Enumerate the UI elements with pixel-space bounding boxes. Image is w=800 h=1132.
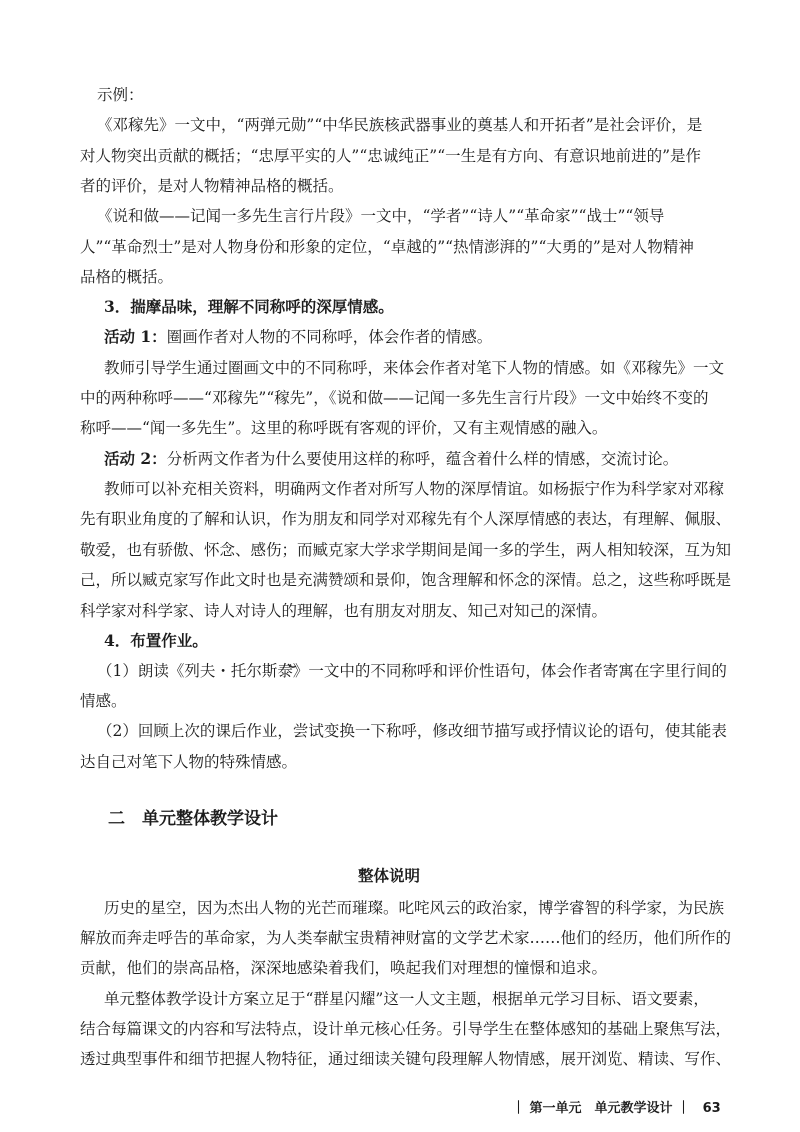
- activity-label: 活动 1：: [104, 327, 167, 346]
- paragraph-line: 称呼——“闻一多先生”。这里的称呼既有客观的评价，又有主观情感的融入。: [80, 419, 608, 437]
- paragraph-line: 品格的概括。: [80, 268, 174, 286]
- paragraph-line: （2）回顾上次的课后作业，尝试变换一下称呼，修改细节描写或抒情议论的语句，使其能表: [97, 722, 727, 740]
- section-title: 二 单元整体教学设计: [108, 809, 278, 829]
- paragraph-line: 透过典型事件和细节把握人物特征，通过细读关键句段理解人物情感，展开浏览、精读、写作、: [80, 1050, 732, 1068]
- page-footer: [512, 1098, 721, 1120]
- example-label: 示例：: [97, 86, 144, 104]
- paragraph-line: 达自己对笔下人物的特殊情感。: [80, 753, 298, 771]
- paragraph-line: （1）朗读《列夫・托尔斯泰》一文中的不同称呼和评价性语句，体会作者寄寓在字里行间的: [97, 662, 727, 680]
- activity-text: 圈画作者对人物的不同称呼，体会作者的情感。: [166, 328, 493, 346]
- activity-line: [104, 326, 492, 348]
- paragraph-line: 单元整体教学设计方案立足于“群星闪耀”这一人文主题，根据单元学习目标、语文要素，: [104, 990, 709, 1008]
- activity-line: [104, 448, 678, 470]
- paragraph-line: 者的评价，是对人物精神品格的概括。: [80, 177, 344, 195]
- paragraph-line: 解放而奔走呼告的革命家，为人类奉献宝贵精神财富的文学艺术家……他们的经历，他们所作的: [80, 929, 732, 947]
- paragraph-line: 《说和做——记闻一多先生言行片段》一文中，“学者”“诗人”“革命家”“战士”“领导: [97, 207, 665, 225]
- step-heading: 3．揣摩品味，理解不同称呼的深厚情感。: [104, 297, 394, 316]
- subsection-title: 整体说明: [358, 866, 421, 885]
- paragraph-line: 人”“革命烈士”是对人物身份和形象的定位，“卓越的”“热情澎湃的”“大勇的”是对人物精神: [80, 238, 694, 256]
- running-footer-text: ｜ 第一单元 单元教学设计 ｜: [512, 1101, 691, 1116]
- activity-label: 活动 2：: [104, 449, 167, 468]
- paragraph-line: 中的两种称呼——“邓稼先”“稼先”，《说和做——记闻一多先生言行片段》一文中始终不变的: [80, 389, 709, 407]
- paragraph-line: 历史的星空，因为杰出人物的光芒而璀璨。叱咤风云的政治家，博学睿智的科学家，为民族: [104, 899, 725, 917]
- paragraph-line: 科学家对科学家、诗人对诗人的理解，也有朋友对朋友、知己对知己的深情。: [80, 602, 608, 620]
- activity-text: 分析两文作者为什么要使用这样的称呼，蕴含着什么样的情感，交流讨论。: [166, 450, 679, 468]
- pen-stroke-mark: [287, 663, 297, 669]
- paragraph-line: 教师引导学生通过圈画文中的不同称呼，来体会作者对笔下人物的情感。如《邓稼先》一文: [104, 359, 725, 377]
- paragraph-line: 情感。: [80, 692, 127, 710]
- paragraph-line: 《邓稼先》一文中，“两弹元勋”“中华民族核武器事业的奠基人和开拓者”是社会评价，是: [97, 116, 703, 134]
- page-number: 63: [702, 1101, 721, 1116]
- paragraph-line: 先有职业角度的了解和认识，作为朋友和同学对邓稼先有个人深厚情感的表达，有理解、佩服、: [80, 510, 732, 528]
- paragraph-line: 结合每篇课文的内容和写法特点，设计单元核心任务。引导学生在整体感知的基础上聚焦写法，: [80, 1020, 732, 1038]
- paragraph-line: 敬爱，也有骄傲、怀念、感伤；而臧克家大学求学期间是闻一多的学生，两人相知较深，互为知: [80, 541, 732, 559]
- paragraph-line: 教师可以补充相关资料，明确两文作者对所写人物的深厚情谊。如杨振宁作为科学家对邓稼: [104, 480, 725, 498]
- paragraph-line: 己，所以臧克家写作此文时也是充满赞颂和景仰，饱含理解和怀念的深情。总之，这些称呼既是: [80, 571, 732, 589]
- paragraph-line: 对人物突出贡献的概括；“忠厚平实的人”“忠诚纯正”“一生是有方向、有意识地前进的”是作: [80, 147, 702, 165]
- paragraph-line: 贡献，他们的崇高品格，深深地感染着我们，唤起我们对理想的憧憬和追求。: [80, 959, 608, 977]
- step-heading: 4．布置作业。: [104, 631, 208, 650]
